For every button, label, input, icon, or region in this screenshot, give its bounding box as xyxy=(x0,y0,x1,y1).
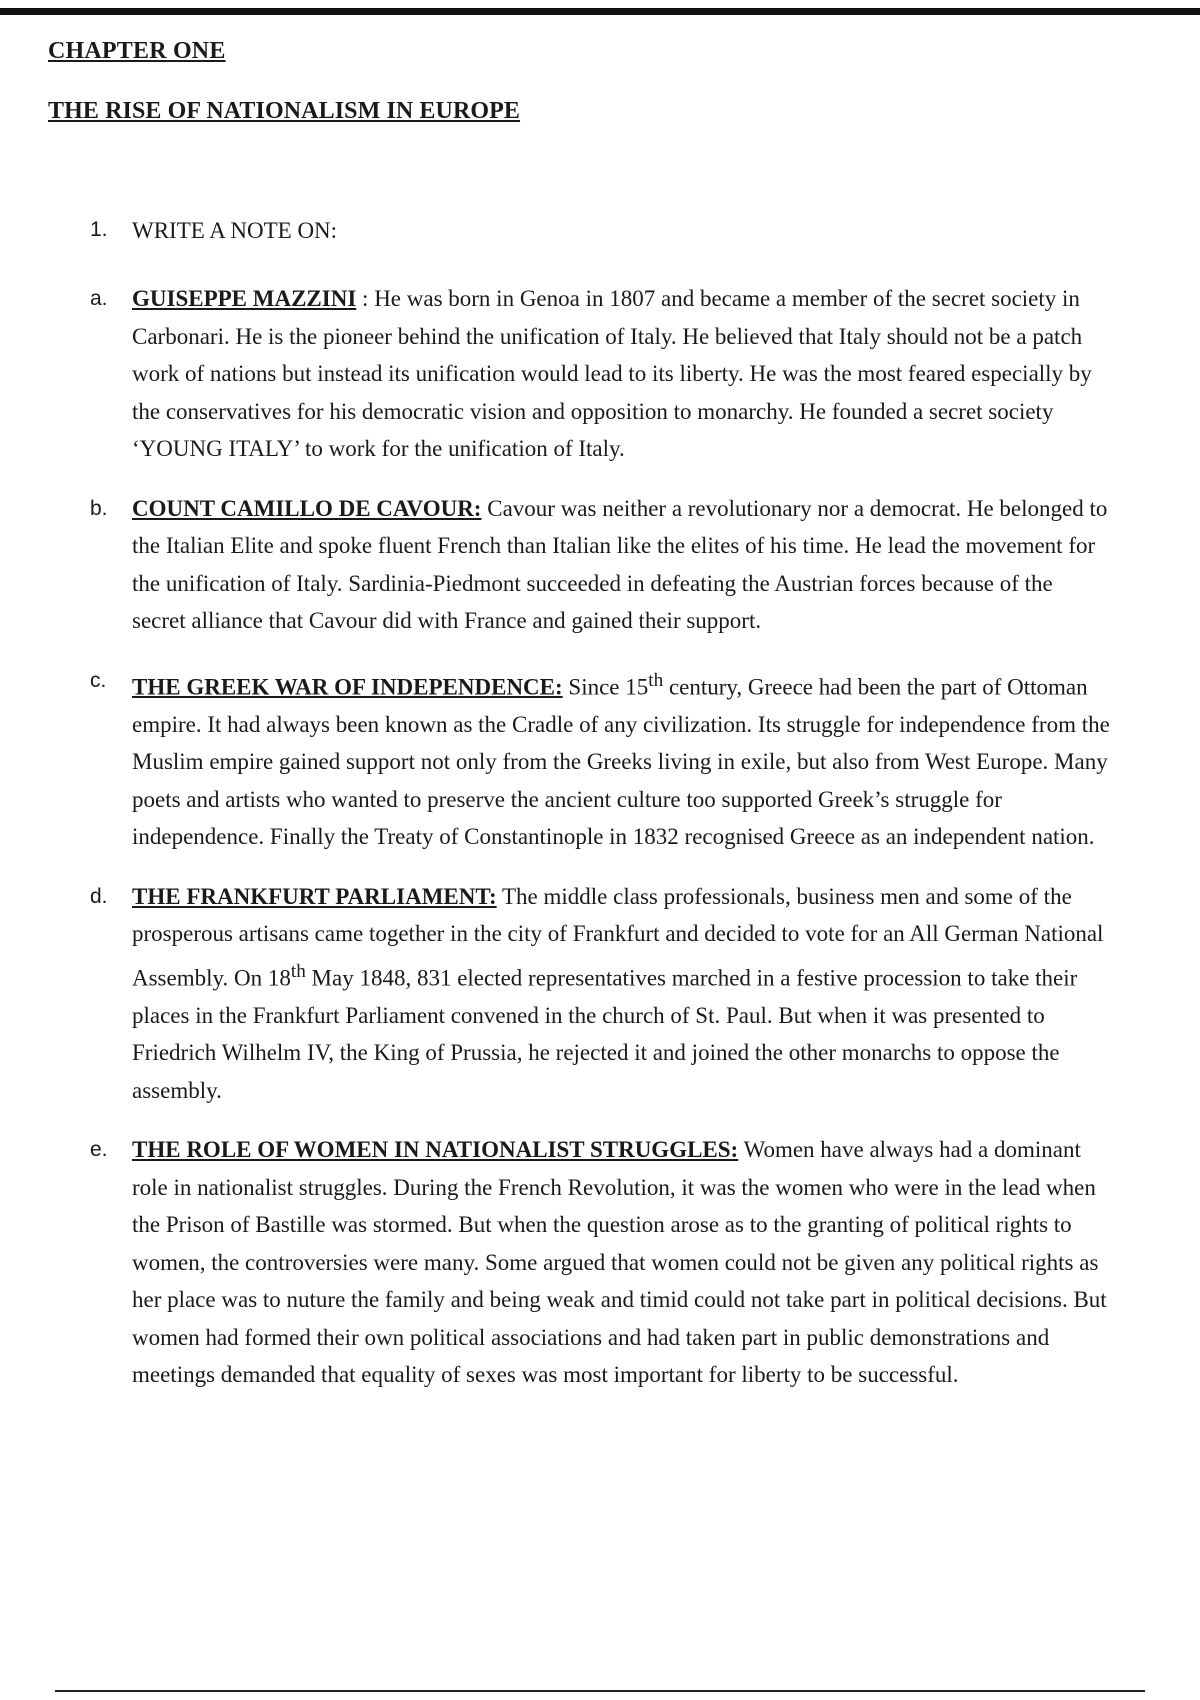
note-item-body: Women have always had a dominant role in nationalist struggles. During the French Revolution, it was the women who were in the lead when the Prison of Bastille was stormed. But when the question arose as to the granting of political rights to women, the controversies were many. Some argued that women could not be given any political rights as her place was to nuture the family and being weak and timid could not take part in political decisions. But women had formed their own political associations and had taken part in public demonstrations and meetings demanded that equality of sexes was most important for liberty to be successful. xyxy=(132,1137,1107,1388)
ordinal-superscript: th xyxy=(648,669,664,691)
note-item-body: He was born in Genoa in 1807 and became a member of the secret society in Carbonari. He is the pioneer behind the unification of Italy. He believed that Italy should not be a patch work of nations but instead its unification would lead to its liberty. He was the most feared especially by the conservatives for his democratic vision and opposition to monarchy. He founded a secret society ‘YOUNG ITALY’ to work for the unification of Italy. xyxy=(132,286,1092,461)
note-item-body-start: The middle class professionals, business men and some of the prosperous artisans came together in the city of Frankfurt and decided to vote for an All German National Assembly. On 18 xyxy=(132,883,1104,991)
question-text: WRITE A NOTE ON: xyxy=(132,218,338,243)
bottom-border-rule xyxy=(55,1690,1145,1692)
note-item-cavour xyxy=(90,490,1110,640)
note-item-greek-war xyxy=(90,662,1110,856)
note-item-heading: THE ROLE OF WOMEN IN NATIONALIST STRUGGLES: xyxy=(132,1137,739,1163)
note-item-body: Cavour was neither a revolutionary nor a democrat. He belonged to the Italian Elite and spoke fluent French than Italian like the elites of his time. He lead the movement for the unification of Italy. Sardinia-Piedmont succeeded in defeating the Austrian forces because of the secret alliance that Cavour did with France and gained their support. xyxy=(132,495,1108,633)
note-item-text xyxy=(132,1131,1110,1394)
note-item-text xyxy=(132,662,1110,856)
question-heading xyxy=(90,218,337,244)
note-item-heading: THE FRANKFURT PARLIAMENT: xyxy=(132,883,497,909)
note-item-heading: GUISEPPE MAZZINI xyxy=(132,286,357,311)
top-border-rule xyxy=(0,8,1200,15)
note-item-letter: d. xyxy=(90,884,108,908)
note-item-text xyxy=(132,878,1110,1110)
note-item-frankfurt xyxy=(90,878,1110,1110)
note-item-letter: c. xyxy=(90,668,107,692)
note-item-separator: : xyxy=(356,286,375,311)
note-item-women xyxy=(90,1131,1110,1394)
chapter-title: CHAPTER ONE xyxy=(48,38,226,64)
chapter-subtitle: THE RISE OF NATIONALISM IN EUROPE xyxy=(48,98,521,124)
note-list xyxy=(90,280,1110,1416)
note-item-body-start: Since 15 xyxy=(568,674,649,700)
note-item-letter: a. xyxy=(90,287,108,310)
note-item-letter: b. xyxy=(90,496,108,520)
note-item-text xyxy=(132,280,1110,468)
note-item-body: century, Greece had been the part of Ottoman empire. It had always been known as the Cradle of any civilization. Its struggle for independence from the Muslim empire gained support not only from the Greeks living in exile, but also from West Europe. Many poets and artists who wanted to preserve the ancient culture too supported Greek’s struggle for independence. Finally the Treaty of Constantinople in 1832 recognised Greece as an independent nation. xyxy=(132,674,1110,850)
note-item-heading: COUNT CAMILLO DE CAVOUR: xyxy=(132,495,482,521)
note-item-mazzini xyxy=(90,280,1110,468)
note-item-body: May 1848, 831 elected representatives marched in a festive procession to take their places in the Frankfurt Parliament convened in the church of St. Paul. But when it was presented to Friedrich Wilhelm IV, the King of Prussia, he rejected it and joined the other monarchs to oppose the assembly. xyxy=(132,965,1078,1103)
question-number: 1. xyxy=(90,218,108,241)
note-item-text xyxy=(132,490,1110,640)
note-item-letter: e. xyxy=(90,1138,108,1162)
ordinal-superscript: th xyxy=(290,960,306,982)
note-item-heading: THE GREEK WAR OF INDEPENDENCE: xyxy=(132,674,563,700)
